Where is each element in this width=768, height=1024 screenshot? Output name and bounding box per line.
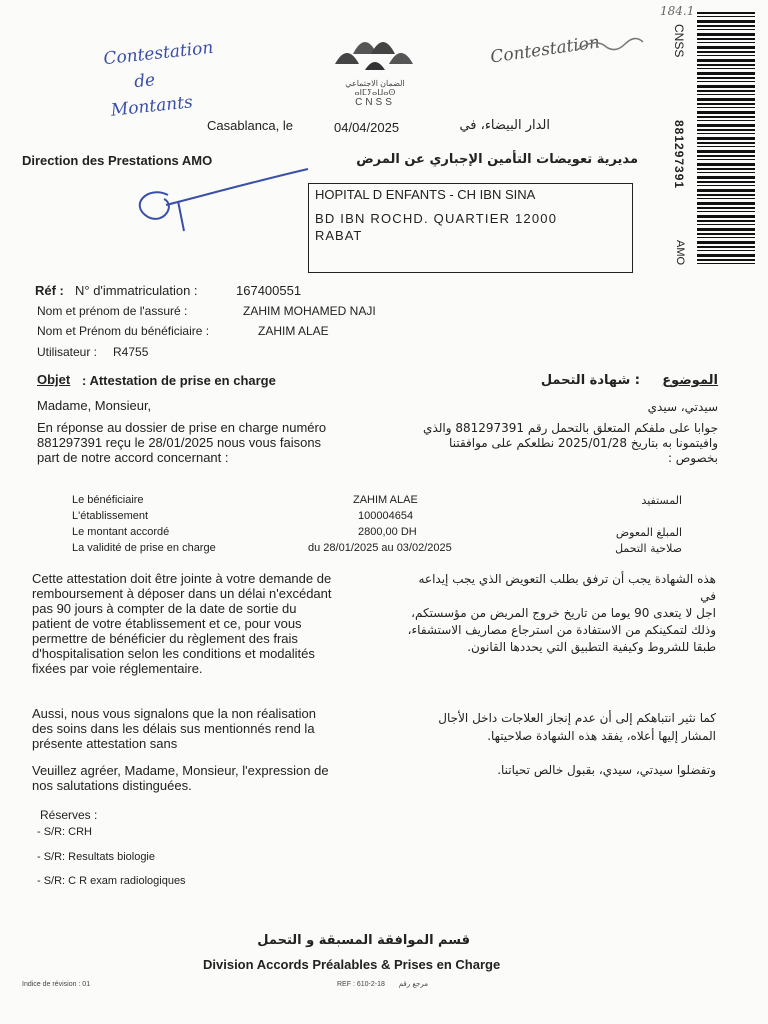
note-line: Montants [109,92,194,121]
page-number: 184.1 [660,4,695,18]
assure-value: ZAHIM MOHAMED NAJI [243,304,376,318]
attestation-fr-line: pas 90 jours à compter de la date de sortie du [32,601,297,616]
reponse-ar-line: وافيتمونا به بتاريخ 2025/01/28 نطلعكم على موافقتنا [449,436,718,450]
address-line-2: BD IBN ROCHD. QUARTIER 12000 [315,211,558,226]
details-label-ar: المستفيد [641,494,682,507]
reserve-item: - S/R: Resultats biologie [37,851,155,863]
cnss-logo [322,24,428,118]
ref-label: Réf : [35,283,64,298]
details-value: 100004654 [358,510,414,522]
beneficiaire-label: Nom et Prénom du bénéficiaire : [37,324,210,338]
direction-fr: Direction des Prestations AMO [22,153,213,168]
aussi-ar-line: المشار إليها أعلاه، يفقد هذه الشهادة صلاحيتها. [487,729,716,743]
agreer-ar: وتفضلوا سيدتي، سيدي، بقبول خالص تحياتنا. [497,763,716,777]
footer-ref-ar: مرجع رقم [398,980,428,988]
attestation-fr [32,571,394,676]
attestation-fr-line: patient de votre établissement et ce, pour vous [32,616,302,631]
objet-text: : Attestation de prise en charge [82,373,276,388]
aussi-ar [400,709,716,745]
revision-index: Indice de révision : 01 [22,981,91,988]
note-line: Contestation [102,37,215,70]
barcode-bottom-label: AMO [674,240,686,266]
logo-name: CNSS [355,97,395,108]
city-label-ar: الدار البيضاء، في [459,118,550,133]
beneficiaire-value: ZAHIM ALAE [258,324,329,338]
signature-stroke [575,36,645,61]
attestation-ar-line: هذه الشهادة يجب أن ترفق بطلب التعويض الذي يجب إيداعه في [418,572,716,603]
direction-ar: مديرية تعويضات التأمين الإجباري عن المرض [356,152,638,167]
reponse-fr-line: En réponse au dossier de prise en charge numéro [37,420,327,435]
barcode-number: 881297391 [672,120,686,190]
details-label: La validité de prise en charge [72,542,216,554]
details-table [72,494,682,558]
assure-label: Nom et prénom de l'assuré : [37,304,188,318]
attestation-fr-line: permettre de bénéficier du règlement des frais [32,631,298,646]
attestation-fr-line: Cette attestation doit être jointe à votre demande de [32,571,332,586]
details-label-ar: صلاحية التحمل [615,542,682,555]
user-label: Utilisateur : [37,345,98,359]
barcode [697,12,755,264]
agreer-fr [32,763,394,793]
aussi-fr-line: présente attestation sans [32,736,178,751]
footer-ref: REF : 610-2-18 [337,981,385,988]
details-value: 2800,00 DH [358,526,417,538]
reponse-fr [37,420,377,465]
logo-arabic: الضمان الاجتماعي [345,79,405,88]
aussi-fr [32,706,394,751]
aussi-ar-line: كما نثير انتباهكم إلى أن عدم إنجاز العلاجات داخل الأجال [438,711,716,725]
address-line-1: HOPITAL D ENFANTS - CH IBN SINA [315,187,536,202]
objet-ar-label: الموضوع [662,373,718,388]
reserve-item: - S/R: C R exam radiologiques [37,875,186,887]
attestation-ar-line: اجل لا يتعدى 90 يوما من تاريخ خروج المريض من مؤسستكم، [411,606,716,620]
user-value: R4755 [113,345,149,359]
city-label: Casablanca, le [207,118,293,133]
immat-label: N° d'immatriculation : [75,283,198,298]
date: 04/04/2025 [334,120,400,135]
details-label: Le montant accordé [72,526,170,538]
attestation-ar [400,571,716,656]
reponse-ar [380,421,718,466]
details-value: du 28/01/2025 au 03/02/2025 [308,542,452,554]
details-row [72,494,682,510]
objet-label: Objet [37,372,71,387]
division-ar: قسم الموافقة المسبقة و التحمل [257,933,470,948]
agreer-fr-line: Veuillez agréer, Madame, Monsieur, l'expression de [32,763,329,778]
reponse-ar-line: جوابا على ملفكم المتعلق بالتحمل رقم 881297391 والذي [423,421,718,435]
handwritten-signature [118,165,318,240]
reserves-title: Réserves : [40,808,98,822]
salutation-fr: Madame, Monsieur, [37,398,152,413]
barcode-top-label: CNSS [672,24,686,58]
objet-ar-text: : شهادة التحمل [540,373,640,388]
details-value: ZAHIM ALAE [353,494,418,506]
details-row [72,526,682,542]
reserve-item: - S/R: CRH [37,826,92,838]
agreer-fr-line: nos salutations distinguées. [32,778,192,793]
handwritten-note-right: Contestation [489,32,602,68]
details-row [72,542,682,558]
reponse-fr-line: part de notre accord concernant : [37,450,229,465]
attestation-fr-line: fixées par voie réglementaire. [32,661,203,676]
attestation-ar-line: طبقا للشروط وكيفية التطبيق التي يحددها القانون. [467,640,716,654]
details-label: L'établissement [72,510,149,522]
reponse-ar-line: بخصوص : [667,451,718,465]
attestation-ar-line: وذلك لتمكينكم من الاستفادة من استرجاع مصاريف الاستشفاء، [407,623,716,637]
division-fr: Division Accords Préalables & Prises en Charge [203,957,501,972]
logo-tifinagh: ⴰⵏⵎⵢⴰⵡⴰⵙ [354,88,396,97]
immat-value: 167400551 [236,283,302,298]
details-row [72,510,682,526]
attestation-fr-line: d'hospitalisation selon les conditions et modalités [32,646,315,661]
aussi-fr-line: Aussi, nous vous signalons que la non réalisation [32,706,317,721]
aussi-fr-line: des soins dans les délais sus mentionnés rend la [32,721,315,736]
handwritten-note-left [96,33,233,124]
reponse-fr-line: 881297391 reçu le 28/01/2025 nous vous faisons [37,435,322,450]
address-line-3: RABAT [315,228,363,243]
details-label-ar: المبلغ المعوض [615,526,682,539]
details-label: Le bénéficiaire [72,494,144,506]
attestation-fr-line: remboursement à déposer dans un délai n'excédant [32,586,332,601]
address-box [308,183,633,273]
cnss-logo-icon [325,24,425,74]
salutation-ar: سيدتي، سيدي [647,400,718,414]
note-line: de [133,70,157,93]
